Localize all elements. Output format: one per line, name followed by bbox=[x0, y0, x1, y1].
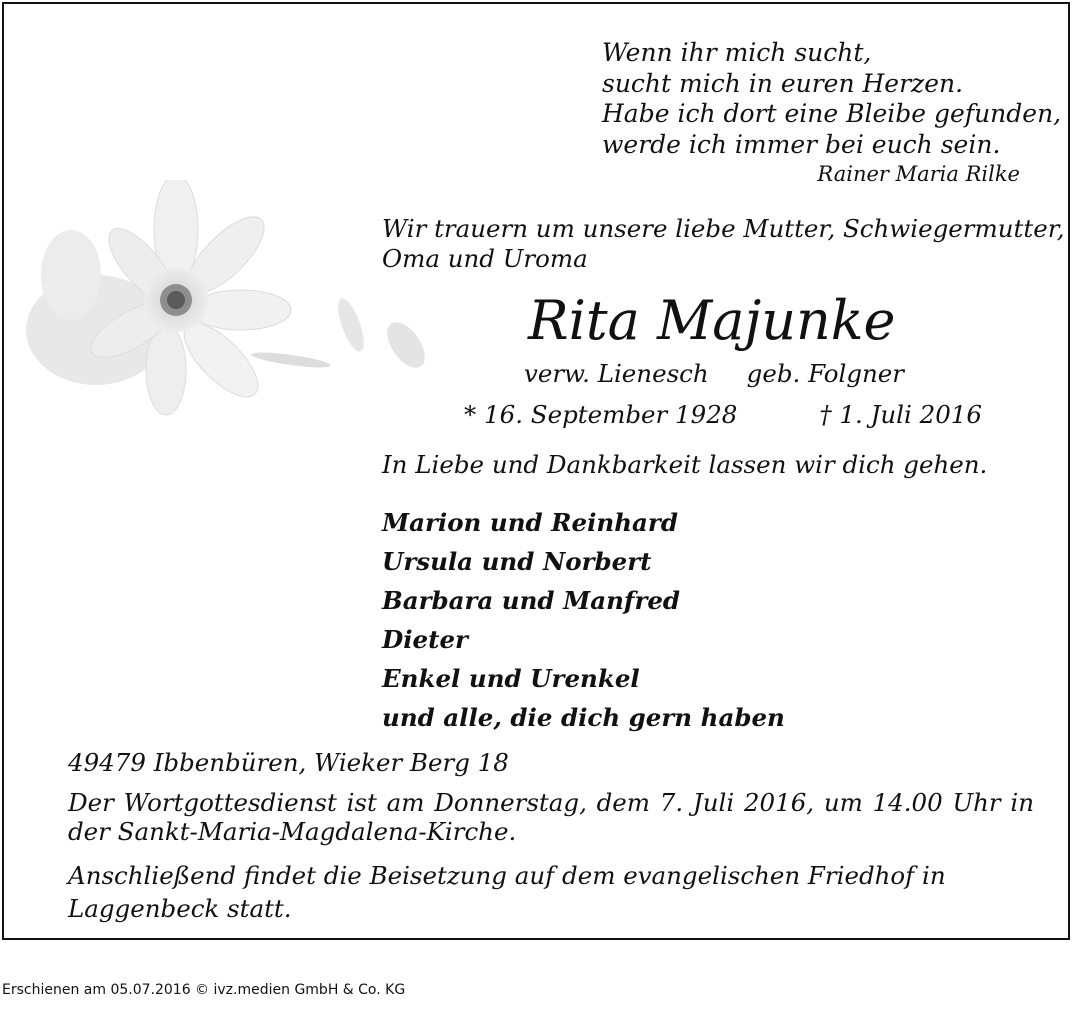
widowed-name: verw. Lienesch bbox=[524, 359, 709, 388]
poem-line: werde ich immer bei euch sein. bbox=[602, 129, 1001, 159]
intro-text bbox=[382, 214, 1065, 274]
publication-footer: Erschienen am 05.07.2016 © ivz.medien GmbH & Co. KG bbox=[2, 982, 406, 998]
burial-info: Anschließend findet die Beisetzung auf dem evangelischen Friedhof in Laggenbeck statt. bbox=[68, 861, 946, 923]
mourner: Dieter bbox=[382, 625, 468, 654]
birth-date: * 16. September 1928 bbox=[464, 400, 738, 429]
intro-line: Oma und Uroma bbox=[382, 244, 588, 273]
poem bbox=[602, 38, 1061, 160]
intro-line: Wir trauern um unsere liebe Mutter, Schwiegermutter, bbox=[382, 214, 1065, 243]
life-dates bbox=[464, 400, 982, 429]
deceased-name: Rita Majunke bbox=[528, 289, 896, 352]
poem-line: Habe ich dort eine Bleibe gefunden, bbox=[602, 99, 1062, 128]
mourner: Marion und Reinhard bbox=[382, 508, 678, 537]
service-info: Der Wortgottesdienst ist am Donnerstag, dem 7. Juli 2016, um 14.00 Uhr in der Sankt-Maria-Magdalena-Kirche. bbox=[68, 788, 1034, 846]
poem-line: sucht mich in euren Herzen. bbox=[602, 68, 964, 98]
poem-author: Rainer Maria Rilke bbox=[817, 162, 1020, 186]
mourners-list bbox=[382, 503, 785, 737]
mourner: und alle, die dich gern haben bbox=[382, 703, 785, 732]
farewell-text: In Liebe und Dankbarkeit lassen wir dich gehen. bbox=[382, 450, 988, 479]
obituary-frame bbox=[2, 2, 1070, 940]
mourner: Ursula und Norbert bbox=[382, 547, 652, 576]
birth-name: geb. Folgner bbox=[746, 359, 905, 388]
mourner: Barbara und Manfred bbox=[382, 586, 681, 615]
mourner: Enkel und Urenkel bbox=[382, 664, 640, 693]
address: 49479 Ibbenbüren, Wieker Berg 18 bbox=[68, 748, 509, 777]
poem-line: Wenn ihr mich sucht, bbox=[602, 38, 872, 67]
death-date: † 1. Juli 2016 bbox=[819, 400, 982, 429]
former-names bbox=[524, 359, 904, 388]
